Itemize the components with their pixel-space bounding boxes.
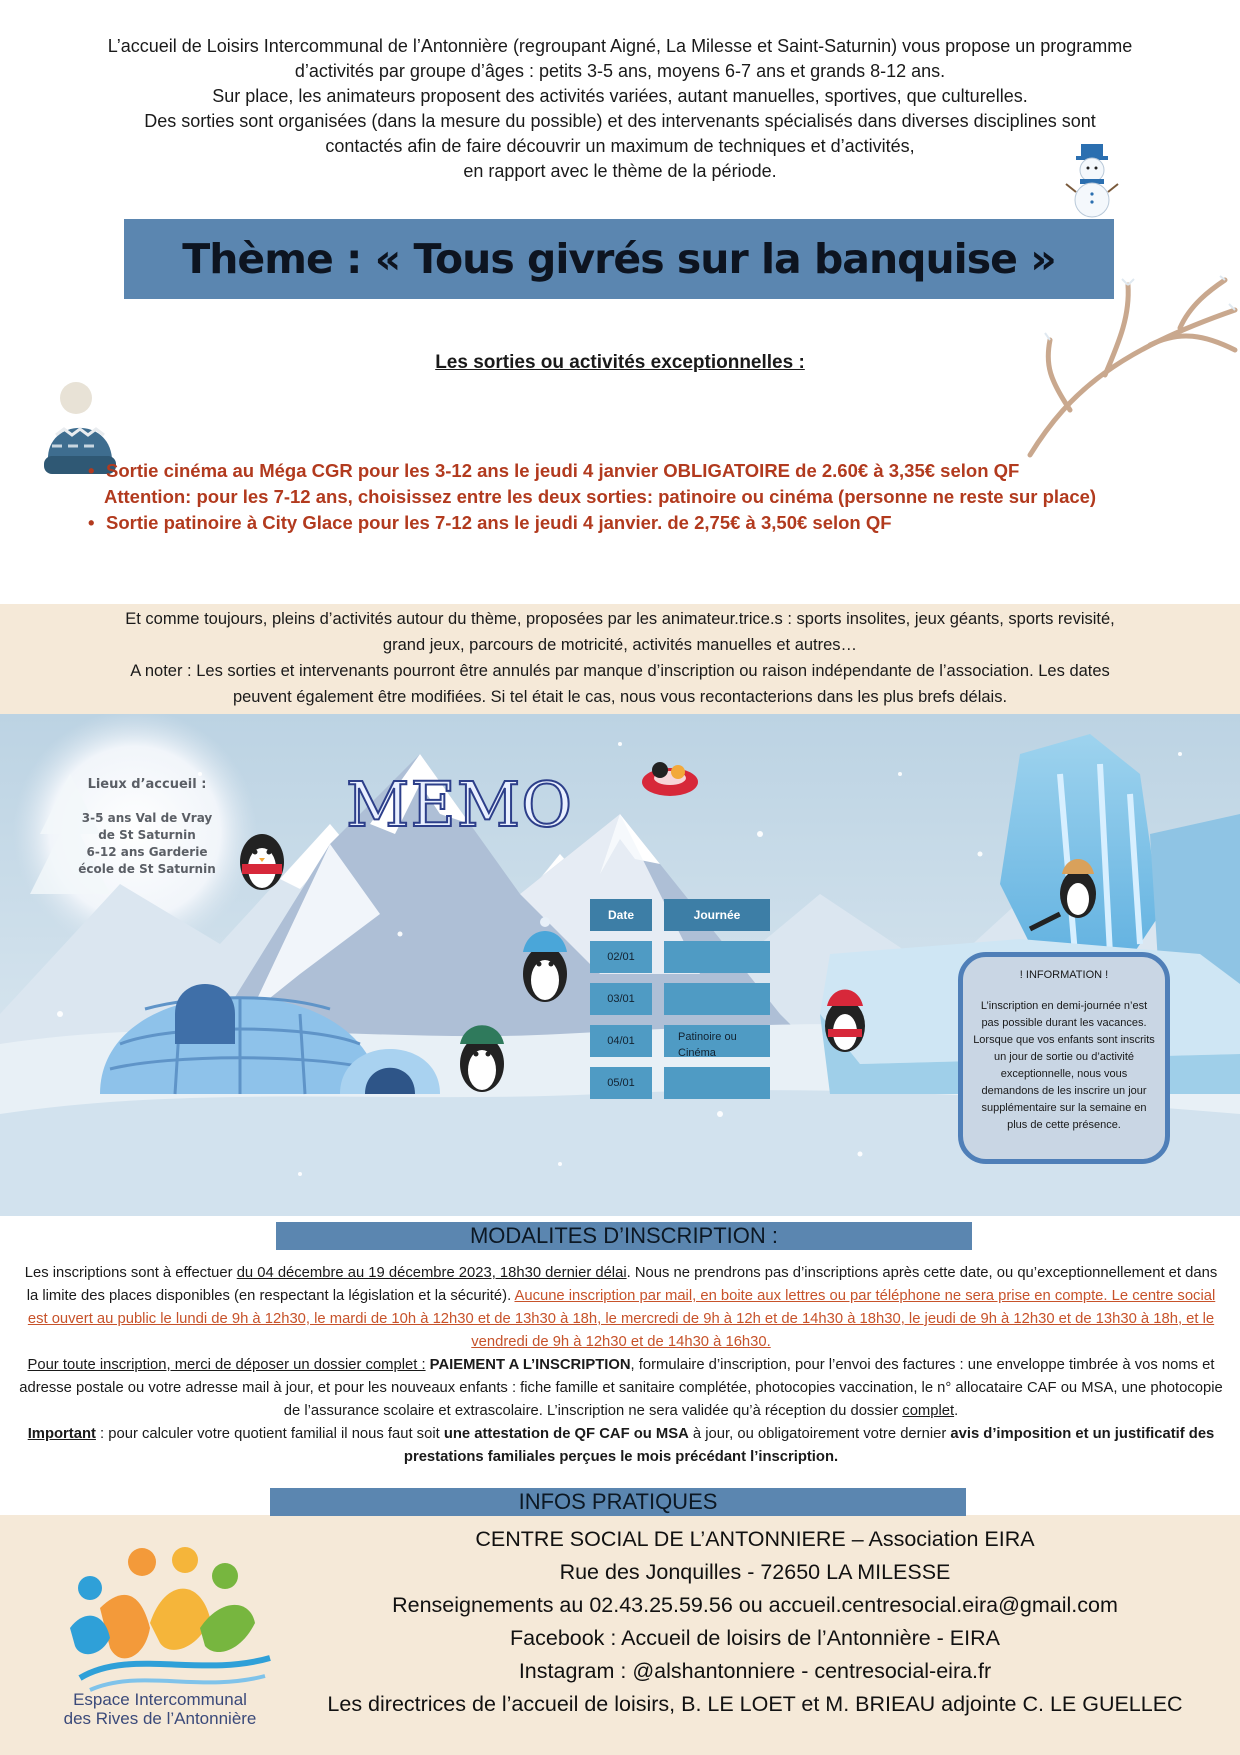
payment-notice: PAIEMENT A L’INSCRIPTION	[425, 1357, 631, 1373]
sortie-note: Attention: pour les 7-12 ans, choisissez entre les deux sorties: patinoire ou cinéma (personne ne reste sur place)	[104, 486, 1097, 507]
contact-line: Renseignements au 02.43.25.59.56 ou accueil.centresocial.eira@gmail.com	[392, 1593, 1118, 1617]
memo-title: MEMO	[346, 768, 574, 841]
sorties-title: Les sorties ou activités exceptionnelles :	[435, 352, 805, 373]
text: Les inscriptions sont à effectuer	[24, 1265, 237, 1281]
contact-line: Les directrices de l’accueil de loisirs, B. LE LOET et M. BRIEAU adjointe C. LE GUELLEC	[327, 1692, 1183, 1716]
modalites-paragraph	[18, 1354, 1224, 1423]
intro-text	[40, 34, 1200, 184]
table-cell-journee[interactable]	[664, 1067, 770, 1099]
text: complet	[902, 1403, 955, 1419]
table-cell-date: 02/01	[590, 941, 652, 973]
infos-title: INFOS PRATIQUES	[270, 1488, 966, 1516]
theme-title: Thème : « Tous givrés sur la banquise »	[182, 235, 1056, 283]
modalites-paragraph	[18, 1423, 1224, 1469]
list-item: • Sortie cinéma au Méga CGR pour les 3-12 ans le jeudi 4 janvier OBLIGATOIRE de 2.60€ à 3,35€ selon QF	[88, 458, 1208, 484]
text: une attestation de QF CAF ou MSA	[443, 1426, 689, 1442]
activities-line: peuvent également être modifiées. Si tel était le cas, nous vous recontacterions dans les plus brefs délais.	[232, 688, 1008, 706]
table-header-journee: Journée	[664, 899, 770, 931]
text: à jour, ou obligatoirement votre dernier	[688, 1426, 951, 1442]
contact-line: Rue des Jonquilles - 72650 LA MILESSE	[559, 1560, 951, 1584]
penguin-icon	[240, 834, 284, 890]
table-cell-journee[interactable]	[664, 983, 770, 1015]
text: .	[954, 1403, 959, 1419]
information-text: L’inscription en demi-journée n’est pas possible durant les vacances. Lorsque que vos enfants sont inscrits un jour de sortie ou d’activité exceptionnelle, nous vous demandons de les inscrire un jour supplémentaire sur la semaine en plus de cette présence.	[973, 1000, 1155, 1131]
logo-line: des Rives de l’Antonnière	[63, 1709, 257, 1728]
activities-band	[0, 604, 1240, 714]
information-title: ! INFORMATION !	[1019, 969, 1109, 981]
opening-hours-warning: Aucune inscription par mail, en boite aux lettres ou par téléphone ne sera prise en compte. Le centre social est ouvert au public le lundi de 9h à 12h30, le mardi de 10h à 12h30 et de 13h30 à 18h, le mercredi de 9h à 12h et de 14h30 à 18h30, le jeudi de 9h à 12h30 et de 13h30 à 18h, et le vendredi de 9h à 12h30 et de 14h30 à 16h30.	[27, 1288, 1216, 1350]
contact-line: CENTRE SOCIAL DE L’ANTONNIERE – Association EIRA	[475, 1527, 1035, 1551]
text: , formulaire d’inscription, pour l’envoi des factures : une enveloppe timbrée à vos noms et adresse postale ou votre adresse mail à jour, et pour les nouveaux enfants : fiche famille et sanitaire complétée, photocopies vaccination, le n° allocataire CAF ou MSA, une photocopie de l’assurance scolaire et extrascolaire. L’inscription ne sera validée qu’à réception du dossier	[19, 1357, 1223, 1419]
snowman-icon	[1062, 140, 1122, 220]
table-cell-date: 04/01	[590, 1025, 652, 1057]
logo-text	[40, 1690, 280, 1728]
table-cell-journee[interactable]: Patinoire ou Cinéma	[664, 1025, 770, 1057]
intro-line: en rapport avec le thème de la période.	[463, 161, 777, 181]
logo-line: Espace Intercommunal	[73, 1690, 247, 1709]
intro-line: contactés afin de faire découvrir un maximum de techniques et d’activités,	[325, 136, 915, 156]
modalites-paragraph	[18, 1262, 1224, 1354]
text: avis d’imposition et un justificatif des prestations familiales perçues le mois précédant l’inscription.	[403, 1426, 1215, 1465]
sortie-patinoire: Sortie patinoire à City Glace pour les 7-12 ans le jeudi 4 janvier. de 2,75€ à 3,50€ selon QF	[106, 512, 892, 533]
activities-line: A noter : Les sorties et intervenants pourront être annulés par manque d’inscription ou raison indépendante de l’association. Les dates	[130, 662, 1110, 680]
lieux-accueil	[52, 776, 242, 878]
list-item: • Sortie patinoire à City Glace pour les 7-12 ans le jeudi 4 janvier. de 2,75€ à 3,50€ selon QF	[88, 510, 1208, 536]
lieux-line: école de St Saturnin	[78, 862, 216, 876]
lieux-title: Lieux d’accueil :	[87, 777, 207, 792]
table-header-date: Date	[590, 899, 652, 931]
text: : pour calculer votre quotient familial il nous faut soit	[95, 1426, 444, 1442]
sorties-list	[88, 458, 1208, 536]
intro-line: Des sorties sont organisées (dans la mesure du possible) et des intervenants spécialisés dans diverses disciplines sont	[144, 111, 1096, 131]
penguin-icon	[460, 1025, 504, 1092]
table-cell-date: 03/01	[590, 983, 652, 1015]
lieux-line: 6-12 ans Garderie	[86, 845, 208, 859]
sortie-cinema: Sortie cinéma au Méga CGR pour les 3-12 ans le jeudi 4 janvier OBLIGATOIRE de 2.60€ à 3,35€ selon QF	[106, 460, 1020, 481]
lieux-line: 3-5 ans Val de Vray	[81, 811, 213, 825]
text: . Nous ne prendrons pas d’inscriptions après cette date, ou qu’exceptionnellement et dans la limite des places disponibles (en respectant la législation et la sécurité).	[26, 1265, 1218, 1304]
dossier-label: Pour toute inscription, merci de déposer un dossier complet :	[27, 1357, 426, 1373]
contact-line: Instagram : @alshantonniere - centresocial-eira.fr	[518, 1659, 992, 1683]
theme-banner	[124, 219, 1114, 299]
modalites-text	[18, 1262, 1224, 1469]
table-cell-journee[interactable]	[664, 941, 770, 973]
intro-line: Sur place, les animateurs proposent des activités variées, autant manuelles, sportives, que culturelles.	[212, 86, 1028, 106]
activities-line: Et comme toujours, pleins d’activités autour du thème, proposées par les animateur.trice.s : sports insolites, jeux géants, sports revisité,	[125, 610, 1115, 628]
activities-line: grand jeux, parcours de motricité, activités manuelles et autres…	[382, 636, 858, 654]
penguin-icon	[825, 990, 865, 1053]
important-label: Important	[27, 1426, 96, 1442]
information-box	[958, 952, 1170, 1164]
table-cell-date: 05/01	[590, 1067, 652, 1099]
intro-line: d’activités par groupe d’âges : petits 3-5 ans, moyens 6-7 ans et grands 8-12 ans.	[294, 61, 946, 81]
registration-period: du 04 décembre au 19 décembre 2023, 18h30 dernier délai	[236, 1265, 627, 1281]
intro-line: L’accueil de Loisirs Intercommunal de l’Antonnière (regroupant Aigné, La Milesse et Saint-Saturnin) vous propose un programme	[107, 36, 1133, 56]
modalites-title: MODALITES D’INSCRIPTION :	[276, 1222, 972, 1250]
lieux-line: de St Saturnin	[98, 828, 196, 842]
contact-line: Facebook : Accueil de loisirs de l’Antonnière - EIRA	[510, 1626, 1000, 1650]
